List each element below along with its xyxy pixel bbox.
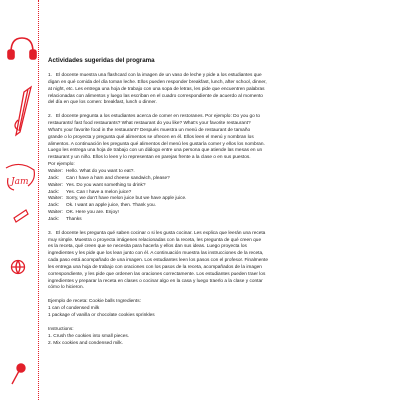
text-line: restaurant y un niño. Ellos lo leen y lo representan en parejas frente a la clase o en sus puestos. xyxy=(48,155,251,161)
dialogue xyxy=(48,169,384,224)
activity-2 xyxy=(48,114,384,224)
dialogue-text: Hello. What do you want to eat?. xyxy=(66,168,135,174)
text-line: ingredientes y les pide que los lean junto con él. A continuación muestra las instrucciones de la receta, xyxy=(48,251,264,257)
text-line: relacionadas con alimentos y luego las escriban en el cuadro correspondiente de acuerdo al momento xyxy=(48,93,263,99)
text-line: alimentos. A continuación les pregunta qué alimentos del menú les gustaría comer y ellos los nombran. xyxy=(48,141,265,147)
text-line: muy simple. Muestra o proyecta imágenes relacionadas con la receta, les pregunta de qué creen que xyxy=(48,237,262,243)
text-line: 1 package of vanilla or chocolate cookies sprinkles xyxy=(48,313,155,318)
dialogue-text: OK. Here you are. Enjoy! xyxy=(66,210,119,216)
text-line: cómo lo hicieron. xyxy=(48,285,84,291)
dialogue-speaker: Waiter: xyxy=(48,168,63,174)
dotted-margin-line xyxy=(38,0,39,400)
page-title: Actividades sugeridas del programa xyxy=(48,57,155,64)
text-line: restaurants/ fast food restaurants? What restaurant do you like? What's your favorite restaurant? xyxy=(48,121,251,127)
text-line: les entrega una hoja de trabajo con oraciones con los pasos de la receta, acompañados de la imagen xyxy=(48,264,262,270)
headphones-icon xyxy=(8,38,36,59)
jam-doodle-text: Jam xyxy=(11,177,29,187)
text-line: Ejemplo de receta: Cookie balls Ingredients: xyxy=(48,299,141,305)
text-line: 2. El docente pregunta a los estudiantes acerca de comer en restoranes. Por ejemplo: Do you go to xyxy=(48,114,261,120)
text-line: correspondiente, y les pide que ordenen las oraciones correctamente. Los estudiantes pueden traer los xyxy=(48,271,266,277)
text-line: del día en que los comen: breakfast, lunch o dinner. xyxy=(48,100,157,106)
recipe-instructions xyxy=(48,327,384,348)
dialogue-line xyxy=(48,169,384,176)
activity-1 xyxy=(48,73,384,107)
crayon-icon xyxy=(14,210,28,222)
dialogue-speaker: Jack: xyxy=(48,216,60,222)
text-line: 1 can of condensed milk xyxy=(48,306,100,312)
text-line: ingredientes y preparar la receta en clases o cocinar algo en la casa y luego traerlo a la clase y contar xyxy=(48,278,263,284)
dialogue-text: Can I have a ham and cheese sandwich, please? xyxy=(66,175,170,181)
text-line: at night, etc. Les entrega una hoja de trabajo con una sopa de letras, les pide que encuentren palabras xyxy=(48,86,265,92)
margin-doodle-strip xyxy=(0,0,44,400)
text-line: digan en qué comida del día toman leche. Ellos pueden responder breakfast, lunch, after school, dinner, xyxy=(48,79,267,85)
text-line: 2. Mix cookies and condensed milk. xyxy=(48,340,123,346)
dialogue-line xyxy=(48,183,384,190)
text-line: Luego les entrega una hoja de trabajo con un diálogo entre una persona que atiende las mesas en un xyxy=(48,148,263,154)
text-line: Instructions: xyxy=(48,326,74,332)
document-body xyxy=(48,57,384,354)
dialogue-speaker: Waiter: xyxy=(48,196,63,202)
pencil-icon xyxy=(15,87,31,135)
dialogue-line xyxy=(48,176,384,183)
text-line: cada paso está acompañado de una imagen. Los estudiantes leen los pasos con el profesor. Finalmente xyxy=(48,258,268,264)
dialogue-line xyxy=(48,203,384,210)
text-line: es la receta, qué creen que se necesita para hacerla y ellos dan sus ideas. Luego proyecta los xyxy=(48,244,247,250)
dialogue-line xyxy=(48,217,384,224)
recipe-ingredients xyxy=(48,299,384,320)
text-line: 3. El docente les pregunta qué saben cocinar o si les gusta cocinar. Les explica que leerán una receta xyxy=(48,230,266,236)
text-line: Por ejemplo: xyxy=(48,162,75,168)
text-line: 1. El docente muestra una flashcard con la imagen de un vaso de leche y pide a los estudiantes que xyxy=(48,73,262,78)
dialogue-text: Yes. Can I have a melon juice? xyxy=(66,189,132,195)
dialogue-text: Thanks xyxy=(66,216,82,222)
microphone-icon xyxy=(12,364,25,384)
jam-doodle xyxy=(6,164,34,190)
text-line: 1. Crush the cookies into small pieces. xyxy=(48,333,130,339)
dialogue-text: Yes. Do you want something to drink? xyxy=(66,182,146,188)
dialogue-speaker: Waiter: xyxy=(48,182,63,188)
dialogue-text: Ok. I want an apple juice, then. Thank you. xyxy=(66,203,156,209)
dialogue-speaker: Jack: xyxy=(48,175,60,181)
text-line: grande o lo proyecta y pregunta qué alimentos se ofrecen en él. Ellos leen el menú y nombran los xyxy=(48,134,254,140)
globe-icon xyxy=(12,261,25,274)
dialogue-speaker: Jack: xyxy=(48,189,60,195)
dialogue-speaker: Waiter: xyxy=(48,210,63,216)
activity-3 xyxy=(48,231,384,293)
text-line: What's your favorite food in the restaurant? Después muestra un menú de restaurant de tamaño xyxy=(48,127,251,133)
dialogue-speaker: Jack: xyxy=(48,203,60,209)
dialogue-line xyxy=(48,210,384,217)
dialogue-text: Sorry, we don't have melon juice but we have apple juice. xyxy=(66,196,187,202)
